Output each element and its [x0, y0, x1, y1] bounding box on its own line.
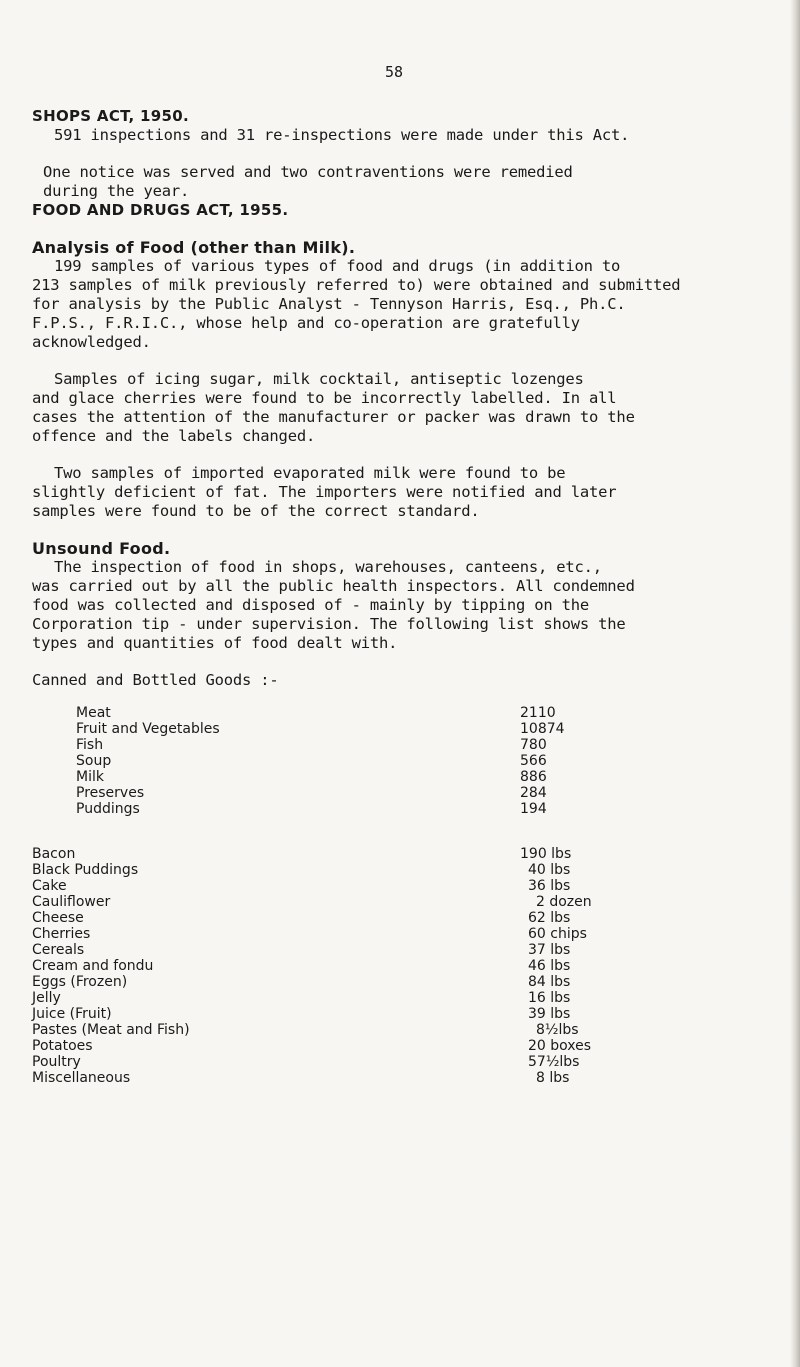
other-item: Jelly	[32, 990, 61, 1006]
labelling-line: and glace cherries were found to be incorrectly labelled. In all	[32, 389, 617, 407]
labelling-line: offence and the labels changed.	[32, 427, 316, 445]
analysis-line: 213 samples of milk previously referred to) were obtained and submitted	[32, 276, 681, 294]
canned-item: Fruit and Vegetables	[76, 721, 220, 737]
other-qty: 37 lbs	[528, 942, 571, 958]
other-qty: 39 lbs	[528, 1006, 571, 1022]
evaporated-milk-line: Two samples of imported evaporated milk were found to be	[54, 464, 566, 482]
other-item: Cheese	[32, 910, 84, 926]
other-item: Cereals	[32, 942, 85, 958]
shops-act-line: One notice was served and two contraventions were remedied	[43, 163, 573, 181]
other-item: Miscellaneous	[32, 1070, 131, 1086]
canned-item: Milk	[76, 769, 104, 785]
unsound-food-line: The inspection of food in shops, warehouses, canteens, etc.,	[54, 558, 602, 576]
canned-qty: 10874	[520, 721, 565, 737]
food-drugs-act-heading: FOOD AND DRUGS ACT, 1955.	[32, 201, 289, 219]
analysis-line: 199 samples of various types of food and drugs (in addition to	[54, 257, 621, 275]
other-qty: 20 boxes	[528, 1038, 592, 1054]
canned-item: Meat	[76, 705, 111, 721]
other-item: Black Puddings	[32, 862, 139, 878]
canned-qty: 284	[520, 785, 547, 801]
other-qty: 8½lbs	[536, 1022, 579, 1038]
canned-item: Fish	[76, 737, 104, 753]
unsound-food-line: food was collected and disposed of - mainly by tipping on the	[32, 596, 590, 614]
analysis-subheading: Analysis of Food (other than Milk).	[32, 238, 356, 257]
other-qty: 8 lbs	[536, 1070, 570, 1086]
canned-item: Soup	[76, 753, 112, 769]
labelling-line: cases the attention of the manufacturer or packer was drawn to the	[32, 408, 635, 426]
canned-goods-table	[76, 705, 626, 825]
page-edge-shadow	[790, 0, 800, 1367]
canned-qty: 780	[520, 737, 547, 753]
other-item: Bacon	[32, 846, 76, 862]
analysis-line: acknowledged.	[32, 333, 151, 351]
analysis-line: for analysis by the Public Analyst - Tennyson Harris, Esq., Ph.C.	[32, 295, 626, 313]
other-item: Cream and fondu	[32, 958, 154, 974]
shops-act-heading: SHOPS ACT, 1950.	[32, 107, 190, 125]
canned-goods-heading: Canned and Bottled Goods :-	[32, 671, 279, 689]
unsound-food-line: was carried out by all the public health inspectors. All condemned	[32, 577, 635, 595]
shops-act-line: during the year.	[43, 182, 190, 200]
evaporated-milk-line: samples were found to be of the correct standard.	[32, 502, 480, 520]
other-item: Juice (Fruit)	[32, 1006, 112, 1022]
other-item: Cauliflower	[32, 894, 111, 910]
other-item: Potatoes	[32, 1038, 93, 1054]
other-qty: 84 lbs	[528, 974, 571, 990]
other-item: Eggs (Frozen)	[32, 974, 128, 990]
canned-qty: 886	[520, 769, 547, 785]
analysis-line: F.P.S., F.R.I.C., whose help and co-operation are gratefully	[32, 314, 580, 332]
page-number: 58	[385, 63, 404, 81]
canned-item: Puddings	[76, 801, 140, 817]
other-item: Poultry	[32, 1054, 81, 1070]
other-item: Cake	[32, 878, 67, 894]
evaporated-milk-line: slightly deficient of fat. The importers were notified and later	[32, 483, 617, 501]
other-qty: 46 lbs	[528, 958, 571, 974]
canned-qty: 566	[520, 753, 547, 769]
labelling-line: Samples of icing sugar, milk cocktail, antiseptic lozenges	[54, 370, 584, 388]
other-goods-table	[32, 846, 632, 1096]
canned-qty: 194	[520, 801, 547, 817]
other-qty: 16 lbs	[528, 990, 571, 1006]
other-qty: 2 dozen	[536, 894, 592, 910]
other-qty: 60 chips	[528, 926, 587, 942]
unsound-food-line: types and quantities of food dealt with.	[32, 634, 398, 652]
other-qty: 40 lbs	[528, 862, 571, 878]
other-qty: 62 lbs	[528, 910, 571, 926]
other-item: Pastes (Meat and Fish)	[32, 1022, 190, 1038]
other-qty: 190 lbs	[520, 846, 572, 862]
unsound-food-line: Corporation tip - under supervision. The following list shows the	[32, 615, 626, 633]
unsound-food-heading: Unsound Food.	[32, 539, 171, 558]
canned-qty: 2110	[520, 705, 556, 721]
other-qty: 57½lbs	[528, 1054, 580, 1070]
other-item: Cherries	[32, 926, 91, 942]
other-qty: 36 lbs	[528, 878, 571, 894]
shops-act-line: 591 inspections and 31 re-inspections were made under this Act.	[54, 126, 630, 144]
canned-item: Preserves	[76, 785, 145, 801]
